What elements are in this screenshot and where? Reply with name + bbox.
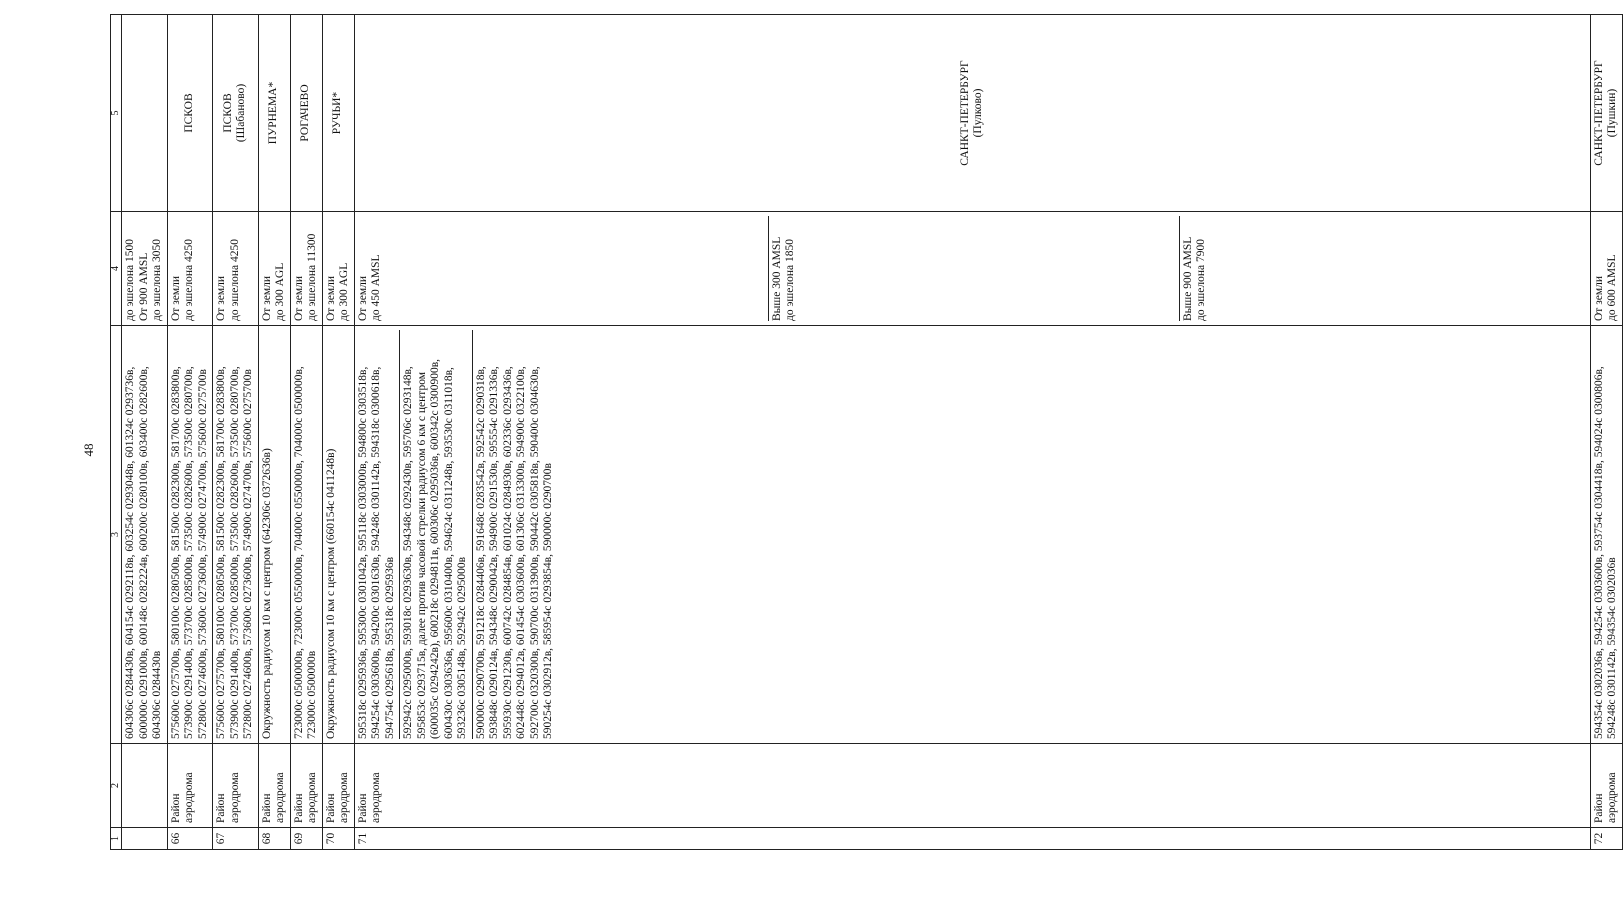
aerodrome-name: РОГАЧЕВО	[290, 15, 322, 212]
table-row	[354, 15, 1590, 850]
zone-type: Район аэродрома	[322, 744, 354, 828]
vertical-limits: до эшелона 1500 От 900 AMSL до эшелона 3050	[122, 212, 168, 326]
coordinate-block: 604306с 0284430в, 604154с 0292118в, 603254с 0293048в, 601324с 0293736в, 600000с 0291000в, 600148с 0282224в, 600200с 0280100в, 603400с 0282600в, 604306с 0284430в	[124, 366, 163, 739]
row-number: 71	[354, 828, 1590, 850]
table-row	[258, 15, 290, 850]
zone-type: Район аэродрома	[167, 744, 213, 828]
coordinate-block: 575600с 0275700в, 580100с 0280500в, 581500с 0282300в, 581700с 0283800в, 573900с 0291400в, 573700с 0285000в, 573500с 0282600в, 573500с 0280700в, 572800с 0274600в, 573600с 0273600в, 574900с 0274700в, 575600с 0275700в	[215, 366, 254, 739]
aerodrome-name: ПУРНЕМА*	[258, 15, 290, 212]
table-header-row	[111, 15, 122, 850]
zone-type: Район аэродрома	[258, 744, 290, 828]
vertical-limits: От земли до 300 AGL	[322, 212, 354, 326]
col-header-2: 2	[111, 744, 122, 828]
boundary-coordinates	[322, 326, 354, 744]
table-row	[122, 15, 168, 850]
row-number: 70	[322, 828, 354, 850]
coordinate-block: 590000с 0290700в, 591218с 0284406в, 591648с 0283542в, 592542с 0290318в, 593848с 0290124в, 594348с 0290042в, 594900с 0291530в, 595554с 0291336в, 595930с 0291230в, 600742с 0284854в, 601024с 0284930в, 602336с 0293436в, 602448с 0294012в, 601454с 0303600в, 601306с 0313300в, 594900с 0322100в, 592700с 0320300в, 590700с 0313900в, 590442с 0305818в, 590400с 0304630в, 590254с 0302912в, 585954с 0293854в, 590000с 0290700в	[472, 330, 556, 739]
col-header-1: 1	[111, 828, 122, 850]
vertical-limits: От земли до 300 AGL	[258, 212, 290, 326]
col-header-3: 3	[111, 326, 122, 744]
zone-type: Район аэродрома	[354, 744, 1590, 828]
table-row	[167, 15, 213, 850]
col-header-5: 5	[111, 15, 122, 212]
row-number: 67	[213, 828, 259, 850]
table-row	[290, 15, 322, 850]
airspace-table	[110, 14, 1623, 850]
vertical-limits: От земли до эшелона 4250	[213, 212, 259, 326]
page-number: 48	[81, 443, 96, 457]
aerodrome-name: ПСКОВ (Шабаново)	[213, 15, 259, 212]
table-body	[122, 15, 1623, 850]
limit-block: Выше 300 AMSL до эшелона 1850	[768, 216, 1177, 321]
boundary-coordinates	[122, 326, 168, 744]
boundary-coordinates	[258, 326, 290, 744]
row-number: 68	[258, 828, 290, 850]
coordinate-block: 723000с 0500000в, 723000с 0550000в, 704000с 0550000в, 704000с 0500000в, 723000с 0500000в	[292, 366, 318, 739]
vertical-limits: От земли до эшелона 11300	[290, 212, 322, 326]
table-row	[322, 15, 354, 850]
zone-type: Район аэродрома	[290, 744, 322, 828]
vertical-limits: От земли до 600 AMSL	[1590, 212, 1622, 326]
zone-type: Район аэродрома	[1590, 744, 1622, 828]
boundary-coordinates	[167, 326, 213, 744]
zone-type: Район аэродрома	[213, 744, 259, 828]
boundary-coordinates	[1590, 326, 1622, 744]
aerodrome-name	[122, 15, 168, 212]
col-header-4: 4	[111, 212, 122, 326]
vertical-limits: От земли до эшелона 4250	[167, 212, 213, 326]
aerodrome-name: РУЧЬИ*	[322, 15, 354, 212]
limit-block: От земли до 450 AMSL	[356, 254, 382, 321]
coordinate-block: 594354с 0302036в, 594254с 0303600в, 593754с 0304418в, 594024с 0300806в, 594248с 0301142в, 594354с 0302036в	[1592, 366, 1618, 739]
coordinate-block: Окружность радиусом 10 км с центром (660154с 0411248в)	[324, 448, 337, 739]
coordinate-block: 575600с 0275700в, 580100с 0280500в, 581500с 0282300в, 581700с 0283800в, 573900с 0291400в, 573700с 0285000в, 573500с 0282600в, 573500с 0280700в, 572800с 0274600в, 573600с 0273600в, 574900с 0274700в, 575600с 0275700в	[169, 366, 209, 739]
boundary-coordinates	[213, 326, 259, 744]
aerodrome-name: САНКТ-ПЕТЕРБУРГ (Пулково)	[354, 15, 1590, 212]
row-number: 66	[167, 828, 213, 850]
row-number: 69	[290, 828, 322, 850]
aerodrome-name: ПСКОВ	[167, 15, 213, 212]
row-number: 72	[1590, 828, 1622, 850]
coordinate-block: 592942с 0295000в, 593018с 0293630в, 594348с 0292430в, 595706с 0293148в, 595853с 0293715в, далее против часовой стрелки радиусом 6 км с центром (600035с 0294242в), 600218с 0294811в, 600306с 0295036в, 600342с 0300900в, 600430с 0303636в, 595600с 0310400в, 594624с 0311248в, 593530с 0311018в, 593236с 0305148в, 592942с 0295000в	[399, 330, 470, 739]
zone-type	[122, 744, 168, 828]
coordinate-block: Окружность радиусом 10 км с центром (642306с 0372636в)	[260, 448, 273, 739]
boundary-coordinates	[290, 326, 322, 744]
vertical-limits	[354, 212, 1590, 326]
row-number	[122, 828, 168, 850]
table-row	[1590, 15, 1622, 850]
aerodrome-name: САНКТ-ПЕТЕРБУРГ (Пушкин)	[1590, 15, 1622, 212]
boundary-coordinates	[354, 326, 1590, 744]
table-row	[213, 15, 259, 850]
limit-block: Выше 900 AMSL до эшелона 7900	[1179, 216, 1588, 321]
coordinate-block: 595318с 0295936в, 595300с 0301042в, 595118с 0303000в, 594800с 0303518в, 594254с 0303600в, 594200с 0301630в, 594248с 0301142в, 594318с 0300618в, 594754с 0295618в, 595318с 0295936в	[356, 366, 396, 739]
